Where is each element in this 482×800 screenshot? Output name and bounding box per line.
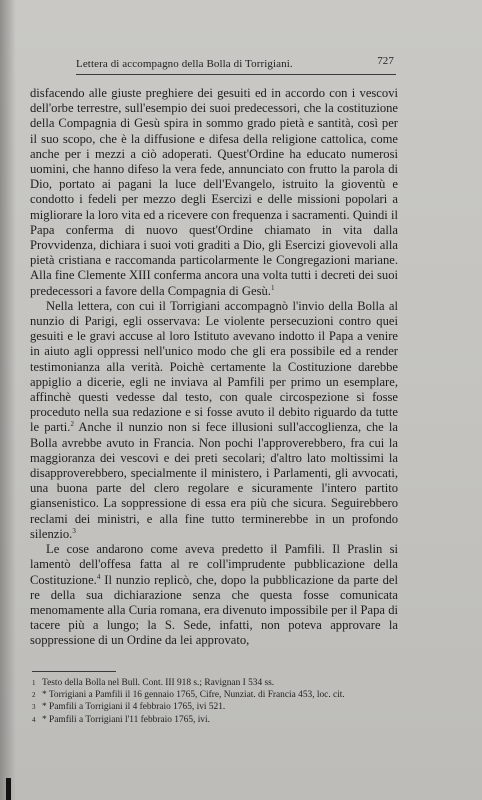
footnote <box>32 701 404 713</box>
paragraph-text: Nella lettera, con cui il Torrigiani accompagnò l'invio della Bolla al nunzio di Parigi, egli osservava: Le violente persecuzioni contro quei gesuiti e le gravi accuse al loro Istituto avevano indotto il Papa a venire in aiuto agli oppressi nell'unico modo che gli era possibile ed a render testimonianza alla verità. Poichè certamente la Costituzione darebbe appiglio a dicerie, egli ne inviava al Pamfili per primo un esemplare, affinchè questi vedesse dal testo, con quale circospezione si fosse proceduto nella sua redazione e si fosse avuto il debito riguardo da tutte le parti. <box>30 298 398 435</box>
footnote-text: Testo della Bolla nel Bull. Cont. III 918 s.; Ravignan I 534 ss. <box>42 678 275 688</box>
footnote-text: * Torrigiani a Pamfili il 16 gennaio 1765, Cifre, Nunziat. di Francia 453, loc. cit. <box>42 690 345 701</box>
footnote-ref: 3 <box>72 526 76 535</box>
footnote-rule <box>32 671 116 672</box>
paragraph <box>30 299 398 542</box>
footnote-number: 2 <box>32 691 36 700</box>
footnote-text: * Pamfili a Torrigiani il 4 febbraio 1765, ivi 521. <box>42 702 226 713</box>
paragraph-text: Le cose andarono come aveva predetto il Pamfili. Il Praslin si lamentò dell'offesa fatta al re coll'imprudente pubblicazione della Costituzione. <box>30 542 398 587</box>
footnotes <box>32 677 404 726</box>
page-header <box>76 55 394 74</box>
header-rule <box>76 74 396 75</box>
body-text <box>30 86 398 649</box>
running-title: Lettera di accompagno della Bolla di Torrigiani. <box>76 58 293 70</box>
footnote <box>32 677 404 689</box>
paragraph-text: Il nunzio replicò, che, dopo la pubblicazione da parte del re della sua dichiarazione senza che questa fosse comunicata menomamente alla Curia romana, era divenuto impossibile per il Papa di tacere più a lungo; la S. Sede, infatti, non poteva approvare la soppressione di un Ordine da lei approvato, <box>30 572 398 648</box>
paragraph-text: Anche il nunzio non si fece illusioni sull'accoglienza, che la Bolla avrebbe avuto in Francia. Non pochi l'approverebbero, fra cui la maggioranza dei vescovi e dei preti secolari; d'altro lato moltissimi la disapproverebbero, specialmente il ministero, i Parlamenti, gli avvocati, una buona parte del clero regolare e sicuramente l'intero partito giansenistico. La soppressione di essa era più che sicura. Seguirebbero reclami dei ministri, e alla fine tutto terminerebbe in un profondo silenzio. <box>30 420 398 541</box>
footnote-number: 1 <box>32 679 36 687</box>
footnote <box>32 714 404 726</box>
paragraph <box>30 86 398 299</box>
footnote-ref: 1 <box>270 283 275 292</box>
footnote-ref: 2 <box>70 420 74 429</box>
scan-edge-mark <box>6 778 11 800</box>
footnote-number: 4 <box>32 715 36 724</box>
footnote <box>32 689 404 701</box>
footnote-ref: 4 <box>96 572 101 581</box>
paragraph <box>30 542 398 648</box>
binding-shadow <box>0 0 16 800</box>
footnote-number: 3 <box>32 703 36 712</box>
footnote-text: * Pamfili a Torrigiani l'11 febbraio 1765, ivi. <box>42 714 210 725</box>
page-number: 727 <box>377 55 394 67</box>
paragraph-text: disfacendo alle giuste preghiere dei gesuiti ed in accordo con i vescovi dell'orbe terrestre, sull'esempio dei suoi predecessori, che la costituzione della Compagnia di Gesù spira in sommo grado pietà e santità, così per il suo scopo, che è la diffusione e difesa della religione cattolica, come anche per i mezzi a ciò adoperati. Quest'Ordine ha educato numerosi uomini, che hanno difeso la vera fede, annunciato con frutto la parola di Dio, portato ai pagani la luce dell'Evangelo, istruito la gioventù e condotto i fedeli per mezzo degli Esercizi e delle missioni popolari a migliorare la loro vita ed a ricevere con frequenza i sacramenti. Quindi il Papa conferma di nuovo quest'Ordine chiamato in vita dalla Provvidenza, dichiara i suoi voti graditi a Dio, gli Esercizi giovevoli alla pietà cristiana e raccomanda particolarmente le Congregazioni mariane. Alla fine Clemente XIII conferma ancora una volta tutti i decreti dei suoi predecessori a favore della Compagnia di Gesù. <box>30 86 398 298</box>
